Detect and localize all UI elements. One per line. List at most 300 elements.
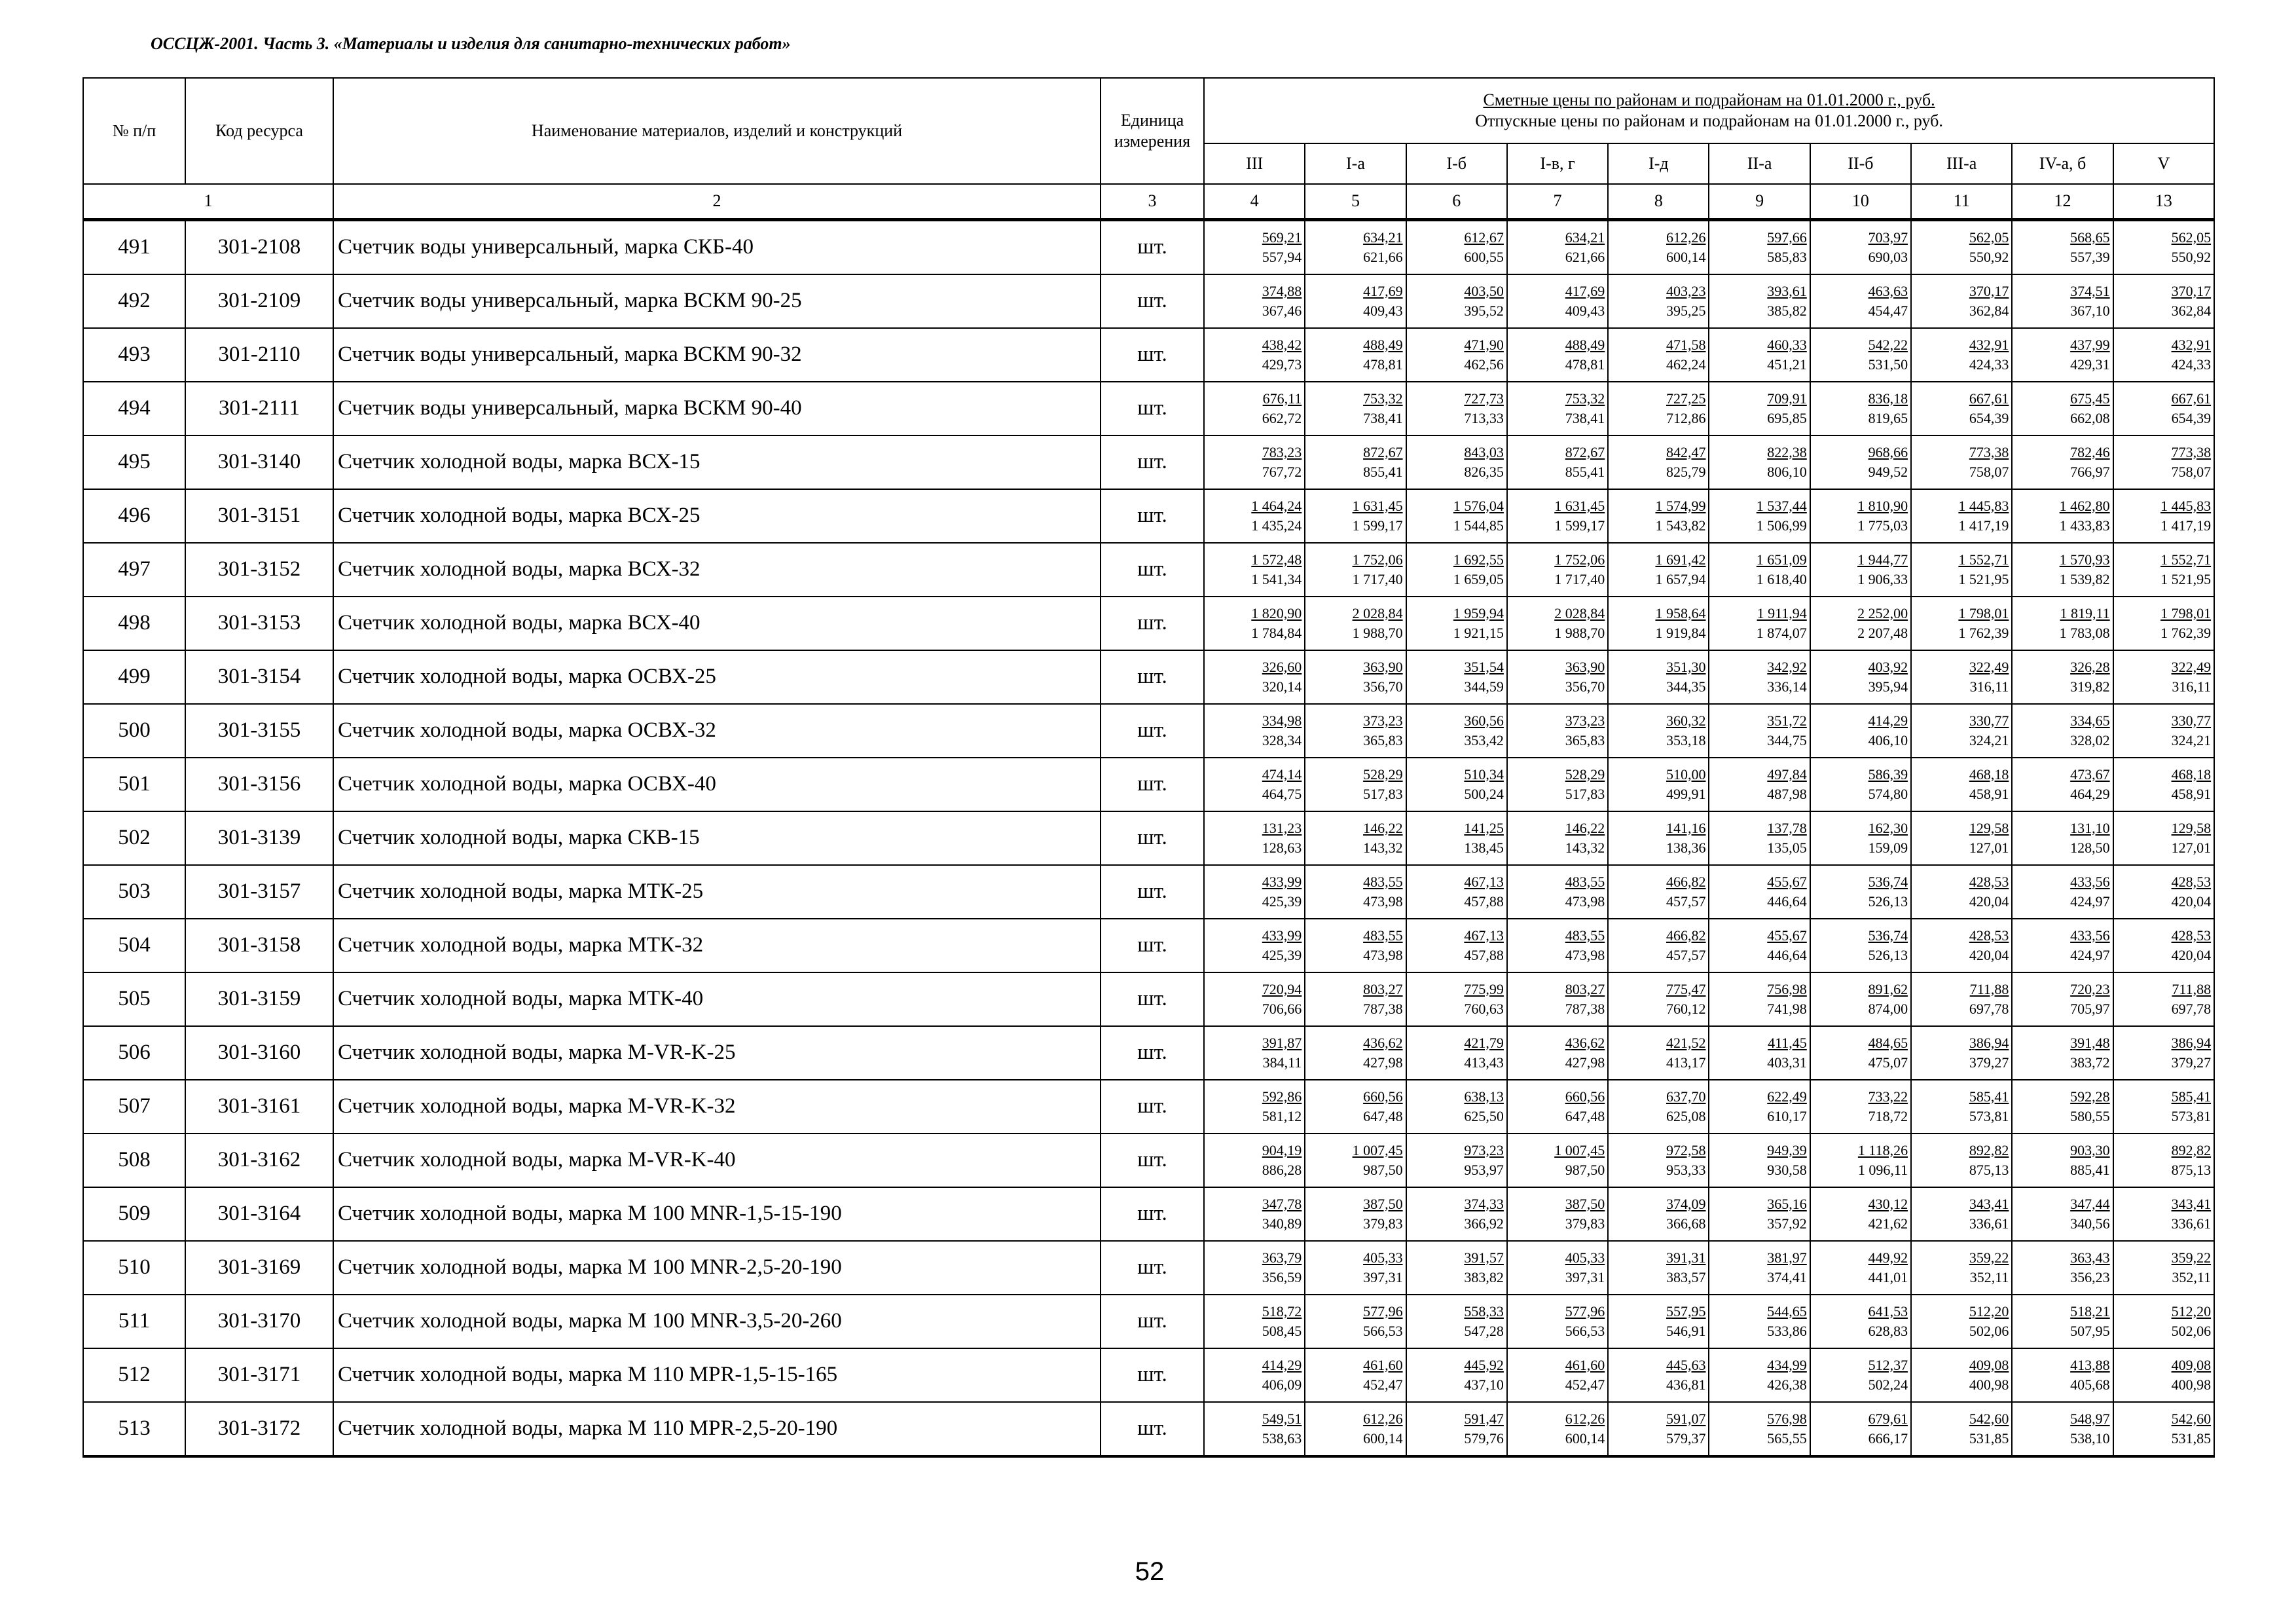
item-name: Счетчик холодной воды, марка М 110 MPR-1,5-15-165 (333, 1348, 1101, 1402)
release-price: 1 784,84 (1251, 624, 1302, 641)
release-price: 621,66 (1565, 248, 1605, 265)
column-number: 12 (2012, 184, 2113, 219)
row-number: 512 (83, 1348, 185, 1402)
unit: шт. (1101, 1241, 1204, 1295)
release-price: 1 541,34 (1251, 570, 1302, 587)
price-cell (1911, 435, 2012, 489)
price-cell (1406, 1187, 1507, 1241)
release-price: 550,92 (1969, 248, 2009, 265)
release-price: 600,55 (1464, 248, 1504, 265)
estimate-price: 387,50 (1565, 1195, 1605, 1212)
estimate-price: 972,58 (1666, 1141, 1706, 1158)
unit: шт. (1101, 1402, 1204, 1456)
release-price: 531,50 (1868, 356, 1908, 373)
price-cell (1911, 972, 2012, 1026)
unit: шт. (1101, 1080, 1204, 1134)
estimate-price: 1 752,06 (1352, 551, 1403, 568)
release-price: 1 906,33 (1857, 570, 1908, 587)
price-cell (2012, 1026, 2113, 1080)
release-price: 517,83 (1565, 785, 1605, 802)
price-cell (1204, 382, 1305, 435)
estimate-price: 528,29 (1565, 766, 1605, 783)
item-name: Счетчик холодной воды, марка М 100 MNR-2,5-20-190 (333, 1241, 1101, 1295)
release-price: 712,86 (1666, 409, 1706, 426)
release-price: 395,52 (1464, 302, 1504, 319)
item-name: Счетчик холодной воды, марка М 100 MNR-1,5-15-190 (333, 1187, 1101, 1241)
price-cell (1507, 1295, 1608, 1348)
release-price: 365,83 (1363, 731, 1403, 748)
row-number: 508 (83, 1134, 185, 1187)
resource-code: 301-3164 (185, 1187, 333, 1241)
price-cell (1305, 919, 1406, 972)
item-name: Счетчик холодной воды, марка ОСВХ-25 (333, 650, 1101, 704)
estimate-price: 434,99 (1767, 1356, 1807, 1373)
price-cell (1507, 650, 1608, 704)
estimate-price: 421,79 (1464, 1034, 1504, 1051)
price-cell (1911, 543, 2012, 597)
estimate-price: 569,21 (1262, 229, 1302, 246)
page-number: 52 (1135, 1557, 1165, 1586)
release-price: 379,83 (1565, 1215, 1605, 1232)
district-header: IV-а, б (2012, 143, 2113, 184)
price-cell (1608, 704, 1709, 758)
estimate-price: 467,13 (1464, 927, 1504, 944)
release-price: 424,33 (2171, 356, 2212, 373)
row-number: 494 (83, 382, 185, 435)
resource-code: 301-2108 (185, 219, 333, 274)
estimate-price: 1 007,45 (1352, 1141, 1403, 1158)
release-price: 557,94 (1262, 248, 1302, 265)
estimate-price: 733,22 (1868, 1088, 1908, 1105)
price-cell (1204, 650, 1305, 704)
release-price: 758,07 (1969, 463, 2009, 480)
price-cell (1709, 328, 1810, 382)
estimate-price: 460,33 (1767, 336, 1807, 353)
price-cell (1305, 1241, 1406, 1295)
estimate-price: 409,08 (2171, 1356, 2212, 1373)
release-price: 508,45 (1262, 1322, 1302, 1339)
district-header: II-б (1810, 143, 1911, 184)
release-price: 1 783,08 (2059, 624, 2110, 641)
estimate-price: 360,56 (1464, 712, 1504, 729)
release-price: 446,64 (1767, 893, 1807, 910)
row-number: 506 (83, 1026, 185, 1080)
district-header: I-д (1608, 143, 1709, 184)
price-cell (2113, 865, 2214, 919)
estimate-price: 432,91 (2171, 336, 2212, 353)
estimate-price: 660,56 (1363, 1088, 1403, 1105)
estimate-price: 872,67 (1363, 443, 1403, 460)
price-cell (1810, 704, 1911, 758)
price-cell (2113, 328, 2214, 382)
price-cell (1204, 219, 1305, 274)
release-price: 458,91 (2171, 785, 2212, 802)
release-price: 1 521,95 (1958, 570, 2009, 587)
price-cell (1204, 543, 1305, 597)
estimate-price: 488,49 (1363, 336, 1403, 353)
price-cell (2113, 811, 2214, 865)
price-cell (1406, 1134, 1507, 1187)
price-cell (2012, 919, 2113, 972)
estimate-price: 405,33 (1565, 1249, 1605, 1266)
item-name: Счетчик воды универсальный, марка ВСКМ 90-40 (333, 382, 1101, 435)
estimate-price: 405,33 (1363, 1249, 1403, 1266)
estimate-price: 421,52 (1666, 1034, 1706, 1051)
release-price: 949,52 (1868, 463, 1908, 480)
estimate-price: 414,29 (1868, 712, 1908, 729)
price-cell (1709, 704, 1810, 758)
release-price: 403,31 (1767, 1054, 1807, 1071)
release-price: 1 599,17 (1554, 517, 1605, 534)
estimate-price: 512,37 (1868, 1356, 1908, 1373)
release-price: 356,70 (1565, 678, 1605, 695)
release-price: 473,98 (1565, 893, 1605, 910)
estimate-price: 562,05 (1969, 229, 2009, 246)
price-cell (1305, 489, 1406, 543)
release-price: 336,61 (1969, 1215, 2009, 1232)
estimate-price: 370,17 (2171, 282, 2212, 299)
row-number: 492 (83, 274, 185, 328)
price-cell (1810, 1348, 1911, 1402)
estimate-price: 433,56 (2070, 873, 2110, 890)
estimate-price: 1 819,11 (2060, 604, 2110, 621)
column-number: 1 (83, 184, 333, 219)
row-number: 503 (83, 865, 185, 919)
release-price: 413,17 (1666, 1054, 1706, 1071)
release-price: 385,82 (1767, 302, 1807, 319)
release-price: 1 539,82 (2059, 570, 2110, 587)
price-cell (1810, 972, 1911, 1026)
estimate-price: 438,42 (1262, 336, 1302, 353)
price-cell (1709, 435, 1810, 489)
release-price: 695,85 (1767, 409, 1807, 426)
estimate-price: 403,50 (1464, 282, 1504, 299)
release-price: 600,14 (1666, 248, 1706, 265)
price-cell (1204, 597, 1305, 650)
estimate-price: 363,79 (1262, 1249, 1302, 1266)
row-number: 505 (83, 972, 185, 1026)
estimate-price: 1 462,80 (2059, 497, 2110, 514)
price-cell (2012, 219, 2113, 274)
price-cell (1608, 1134, 1709, 1187)
price-cell (1406, 543, 1507, 597)
estimate-price: 1 691,42 (1655, 551, 1706, 568)
estimate-price: 141,16 (1666, 819, 1706, 836)
estimate-price: 137,78 (1767, 819, 1807, 836)
release-price: 344,59 (1464, 678, 1504, 695)
price-cell (1709, 650, 1810, 704)
unit: шт. (1101, 1348, 1204, 1402)
release-price: 760,63 (1464, 1000, 1504, 1017)
release-price: 697,78 (1969, 1000, 2009, 1017)
release-price: 706,66 (1262, 1000, 1302, 1017)
estimate-price: 612,26 (1565, 1410, 1605, 1427)
release-price: 424,97 (2070, 893, 2110, 910)
resource-code: 301-3169 (185, 1241, 333, 1295)
price-cell (2012, 543, 2113, 597)
price-cell (1507, 382, 1608, 435)
price-cell (1204, 865, 1305, 919)
column-number: 8 (1608, 184, 1709, 219)
price-cell (2113, 1241, 2214, 1295)
price-cell (1305, 972, 1406, 1026)
release-price: 574,80 (1868, 785, 1908, 802)
price-cell (1810, 865, 1911, 919)
price-cell (1507, 704, 1608, 758)
price-cell (1810, 274, 1911, 328)
unit: шт. (1101, 650, 1204, 704)
release-price: 610,17 (1767, 1107, 1807, 1124)
estimate-price: 343,41 (1969, 1195, 2009, 1212)
estimate-price: 775,99 (1464, 980, 1504, 997)
row-number: 496 (83, 489, 185, 543)
estimate-price: 592,86 (1262, 1088, 1302, 1105)
price-cell (1305, 865, 1406, 919)
price-cell (1507, 1187, 1608, 1241)
release-price: 767,72 (1262, 463, 1302, 480)
price-cell (1305, 811, 1406, 865)
estimate-price: 497,84 (1767, 766, 1807, 783)
table-row (83, 489, 2214, 543)
release-price: 475,07 (1868, 1054, 1908, 1071)
table-row (83, 543, 2214, 597)
column-number-row (83, 184, 2214, 219)
price-cell (2012, 435, 2113, 489)
release-price: 697,78 (2171, 1000, 2212, 1017)
estimate-price: 679,61 (1868, 1410, 1908, 1427)
estimate-price: 1 007,45 (1554, 1141, 1605, 1158)
unit: шт. (1101, 1134, 1204, 1187)
column-number: 9 (1709, 184, 1810, 219)
estimate-price: 146,22 (1363, 819, 1403, 836)
price-cell (1406, 1295, 1507, 1348)
resource-code: 301-3160 (185, 1026, 333, 1080)
price-cell (1709, 811, 1810, 865)
release-price: 573,81 (1969, 1107, 2009, 1124)
release-price: 713,33 (1464, 409, 1504, 426)
row-number: 495 (83, 435, 185, 489)
item-name: Счетчик холодной воды, марка М 110 MPR-2,5-20-190 (333, 1402, 1101, 1456)
release-price: 328,34 (1262, 731, 1302, 748)
estimate-price: 471,90 (1464, 336, 1504, 353)
estimate-price: 342,92 (1767, 658, 1807, 675)
price-cell (1305, 1080, 1406, 1134)
price-cell (1709, 758, 1810, 811)
estimate-price: 1 537,44 (1756, 497, 1807, 514)
resource-code: 301-2111 (185, 382, 333, 435)
estimate-price: 518,72 (1262, 1302, 1302, 1320)
price-cell (1406, 1241, 1507, 1295)
price-cell (1911, 704, 2012, 758)
price-cell (1507, 1241, 1608, 1295)
estimate-price: 359,22 (2171, 1249, 2212, 1266)
resource-code: 301-3157 (185, 865, 333, 919)
price-cell (1507, 219, 1608, 274)
estimate-price: 449,92 (1868, 1249, 1908, 1266)
price-cell (1810, 1241, 1911, 1295)
price-cell (1204, 1295, 1305, 1348)
price-cell (2012, 1187, 2113, 1241)
resource-code: 301-3151 (185, 489, 333, 543)
header-code: Код ресурса (185, 78, 333, 184)
release-price: 580,55 (2070, 1107, 2110, 1124)
release-price: 406,10 (1868, 731, 1908, 748)
estimate-price: 1 820,90 (1251, 604, 1302, 621)
price-cell (1204, 704, 1305, 758)
price-cell (1608, 597, 1709, 650)
price-cell (1810, 328, 1911, 382)
release-price: 647,48 (1565, 1107, 1605, 1124)
release-price: 1 543,82 (1655, 517, 1706, 534)
estimate-price: 544,65 (1767, 1302, 1807, 1320)
release-price: 457,57 (1666, 946, 1706, 963)
release-price: 436,81 (1666, 1376, 1706, 1393)
estimate-price: 542,60 (2171, 1410, 2212, 1427)
price-cell (1911, 1080, 2012, 1134)
estimate-price: 131,23 (1262, 819, 1302, 836)
table-row (83, 811, 2214, 865)
item-name: Счетчик холодной воды, марка M-VR-K-25 (333, 1026, 1101, 1080)
price-cell (1406, 1402, 1507, 1456)
estimate-price: 374,88 (1262, 282, 1302, 299)
release-price: 316,11 (2172, 678, 2212, 695)
estimate-price: 374,51 (2070, 282, 2110, 299)
item-name: Счетчик воды универсальный, марка ВСКМ 90-32 (333, 328, 1101, 382)
release-price: 654,39 (1969, 409, 2009, 426)
estimate-price: 1 959,94 (1453, 604, 1504, 621)
price-cell (1608, 650, 1709, 704)
price-cell (2113, 1134, 2214, 1187)
estimate-price: 1 810,90 (1857, 497, 1908, 514)
item-name: Счетчик холодной воды, марка ВСХ-32 (333, 543, 1101, 597)
estimate-price: 455,67 (1767, 927, 1807, 944)
estimate-price: 436,62 (1363, 1034, 1403, 1051)
estimate-price: 326,60 (1262, 658, 1302, 675)
release-price: 424,97 (2070, 946, 2110, 963)
release-price: 425,39 (1262, 893, 1302, 910)
estimate-price: 351,54 (1464, 658, 1504, 675)
price-cell (2113, 1348, 2214, 1402)
unit: шт. (1101, 1187, 1204, 1241)
table-row (83, 328, 2214, 382)
release-price: 1 717,40 (1554, 570, 1605, 587)
estimate-price: 783,23 (1262, 443, 1302, 460)
district-header: I-а (1305, 143, 1406, 184)
estimate-price: 591,07 (1666, 1410, 1706, 1427)
estimate-price: 548,97 (2070, 1410, 2110, 1427)
item-name: Счетчик воды универсальный, марка СКБ-40 (333, 219, 1101, 274)
unit: шт. (1101, 543, 1204, 597)
release-price: 328,02 (2070, 731, 2110, 748)
row-number: 500 (83, 704, 185, 758)
estimate-price: 711,88 (2172, 980, 2212, 997)
estimate-price: 461,60 (1363, 1356, 1403, 1373)
release-price: 383,82 (1464, 1268, 1504, 1285)
release-price: 473,98 (1565, 946, 1605, 963)
column-number: 6 (1406, 184, 1507, 219)
estimate-price: 360,32 (1666, 712, 1706, 729)
unit: шт. (1101, 704, 1204, 758)
price-cell (1305, 1134, 1406, 1187)
price-cell (1810, 219, 1911, 274)
table-row (83, 1187, 2214, 1241)
price-cell (2113, 543, 2214, 597)
price-cell (2012, 972, 2113, 1026)
release-price: 825,79 (1666, 463, 1706, 480)
price-cell (1305, 1348, 1406, 1402)
price-cell (1810, 811, 1911, 865)
table-row (83, 1134, 2214, 1187)
release-price: 127,01 (2171, 839, 2212, 856)
price-cell (1810, 435, 1911, 489)
price-cell (1911, 758, 2012, 811)
estimate-price: 322,49 (1969, 658, 2009, 675)
estimate-price: 973,23 (1464, 1141, 1504, 1158)
estimate-price: 585,41 (2171, 1088, 2212, 1105)
row-number: 498 (83, 597, 185, 650)
resource-code: 301-3159 (185, 972, 333, 1026)
release-price: 625,50 (1464, 1107, 1504, 1124)
row-number: 501 (83, 758, 185, 811)
release-price: 367,10 (2070, 302, 2110, 319)
resource-code: 301-3170 (185, 1295, 333, 1348)
estimate-price: 374,33 (1464, 1195, 1504, 1212)
price-cell (2012, 865, 2113, 919)
estimate-price: 727,73 (1464, 390, 1504, 407)
release-price: 379,27 (2171, 1054, 2212, 1071)
release-price: 855,41 (1363, 463, 1403, 480)
estimate-price: 391,87 (1262, 1034, 1302, 1051)
unit: шт. (1101, 219, 1204, 274)
price-cell (1810, 1026, 1911, 1080)
estimate-price: 428,53 (2171, 927, 2212, 944)
release-price: 395,94 (1868, 678, 1908, 695)
estimate-price: 413,88 (2070, 1356, 2110, 1373)
price-cell (2012, 1080, 2113, 1134)
estimate-price: 558,33 (1464, 1302, 1504, 1320)
estimate-price: 433,99 (1262, 873, 1302, 890)
estimate-price: 430,12 (1868, 1195, 1908, 1212)
header-prices-release: Отпускные цены по районам и подрайонам на 01.01.2000 г., руб. (1475, 111, 1943, 130)
district-header: I-б (1406, 143, 1507, 184)
release-price: 429,73 (1262, 356, 1302, 373)
release-price: 1 417,19 (2160, 517, 2212, 534)
release-price: 420,04 (2171, 893, 2212, 910)
release-price: 566,53 (1363, 1322, 1403, 1339)
unit: шт. (1101, 865, 1204, 919)
release-price: 690,03 (1868, 248, 1908, 265)
price-cell (1709, 543, 1810, 597)
release-price: 874,00 (1868, 1000, 1908, 1017)
estimate-price: 822,38 (1767, 443, 1807, 460)
unit: шт. (1101, 919, 1204, 972)
price-cell (1709, 919, 1810, 972)
release-price: 930,58 (1767, 1161, 1807, 1178)
price-cell (1507, 758, 1608, 811)
price-cell (1608, 489, 1709, 543)
resource-code: 301-2110 (185, 328, 333, 382)
unit: шт. (1101, 1026, 1204, 1080)
estimate-price: 903,30 (2070, 1141, 2110, 1158)
estimate-price: 343,41 (2171, 1195, 2212, 1212)
price-cell (1406, 865, 1507, 919)
price-cell (2113, 219, 2214, 274)
estimate-price: 411,45 (1768, 1034, 1807, 1051)
price-cell (2012, 274, 2113, 328)
price-cell (2113, 1295, 2214, 1348)
unit: шт. (1101, 382, 1204, 435)
release-price: 420,04 (1969, 946, 2009, 963)
